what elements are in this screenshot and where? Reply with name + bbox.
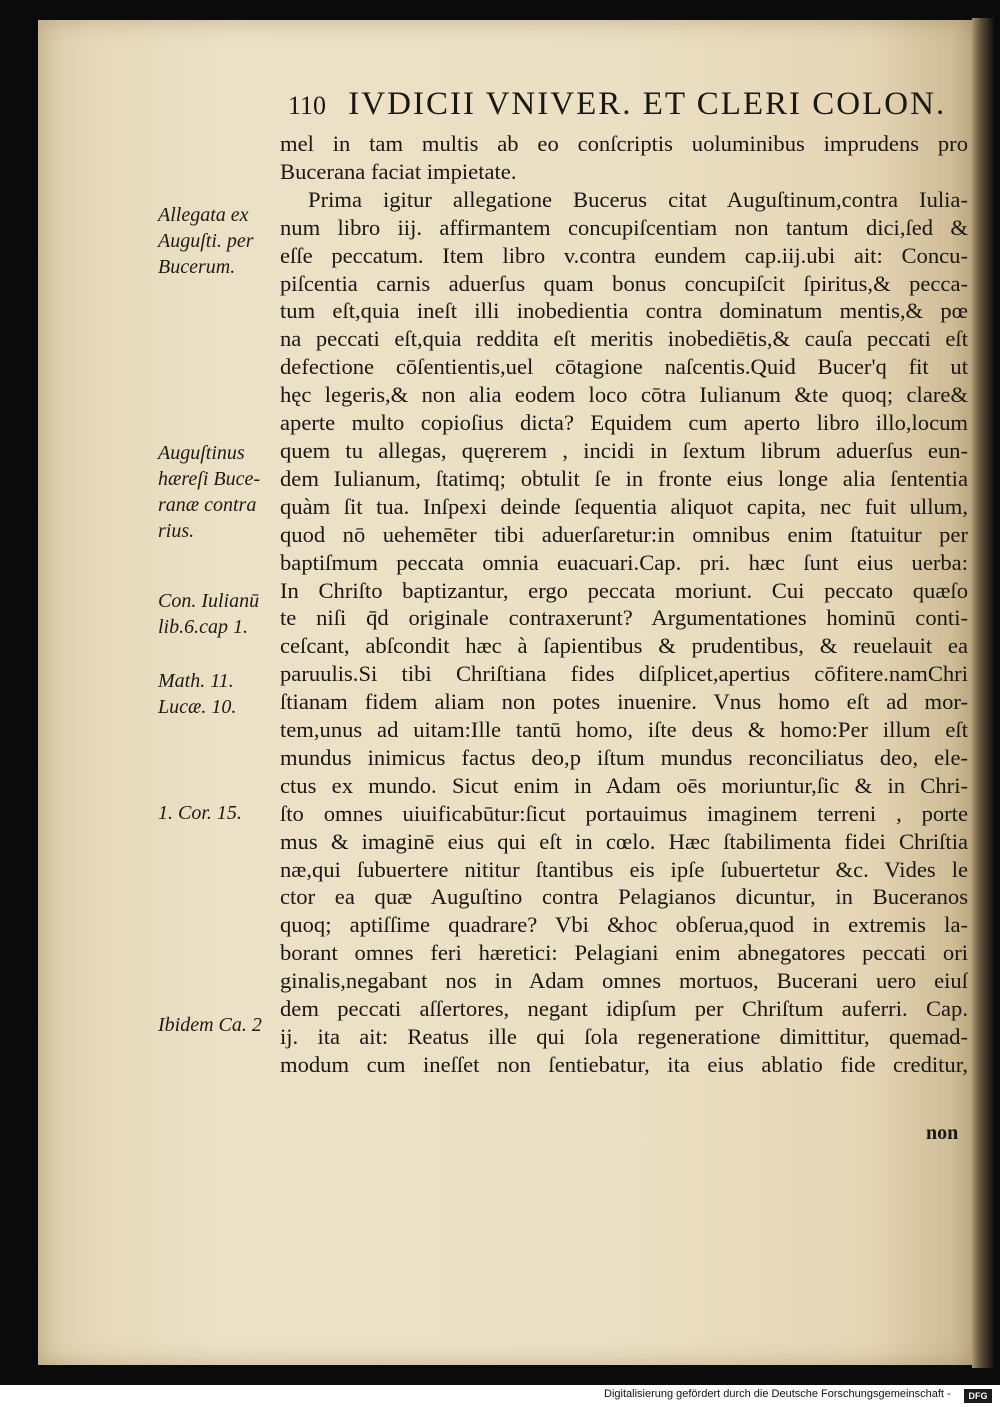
text-line: ctus ex mundo. Sicut enim in Adam oēs moriuntur,ſic & in Chri- [280,772,968,798]
margin-note: Math. 11. Lucæ. 10. [158,670,237,718]
catchword: non [926,1122,959,1144]
text-line: ceſcant, abſcondit hæc à ſapientibus & prudentibus, & reuelauit ea [280,633,968,659]
text-line: In Chriſto baptizantur, ergo peccata moriunt. Cui peccato quæſo [280,577,968,603]
text-line: mel in tam multis ab eo conſcriptis uoluminibus imprudens pro [280,131,968,156]
text-line: Prima igitur allegatione Bucerus citat Auguſtinum,contra Iulia- [308,186,968,212]
text-line: defectione cōſentientis,uel cōtagione naſcentis.Quid Bucer'q fit ut [280,354,968,380]
dfg-logo: DFG [964,1389,992,1403]
text-line: baptiſmum peccata omnia euacuari.Cap. pri. hæc ſunt eius uerba: [280,549,968,575]
text-line: eſſe peccatum. Item libro v.contra eundem cap.iij.ubi ait: Concu- [280,242,968,268]
text-line: hęc legeris,& non alia eodem loco cōtra Iulianum &te quoq; clare& [280,382,968,408]
margin-note: Auguſtinus hæreſi Buce- ranæ contra rius. [158,442,261,542]
margin-note: Allegata ex Auguſti. per Bucerum. [158,204,254,278]
text-line: quem tu allegas, quęrerem , incidi in ſextum librum aduerſus eun- [280,437,968,463]
text-line: mus & imaginē eius qui eſt in cœlo. Hæc ſtabilimenta fidei Chriſtia [280,828,968,854]
text-line: paruulis.Si tibi Chriſtiana fides diſplicet,apertius cōfitere.namChri [280,661,968,687]
footer-credit: Digitalisierung gefördert durch die Deutsche Forschungsgemeinschaft - [604,1388,951,1400]
text-line: tum eſt,quia ineſt illi inobedientia contra dominatum mentis,& pœ [280,298,968,324]
text-line: næ,qui ſubuertere nititur ſtantibus eis ipſe ſubuertetur &c. Vides le [280,856,968,882]
text-line: modum cum ineſſet non ſentiebatur, ita eius ablatio fide creditur, [280,1051,968,1077]
text-line: ſtianam fidem aliam non potes inuenire. Vnus homo eſt ad mor- [280,689,968,715]
page-number: 110 [288,91,327,120]
margin-note: 1. Cor. 15. [158,802,242,824]
running-head [288,86,968,123]
text-line: dem peccati aſſertores, negant idipſum per Chriſtum auferri. Cap. [280,996,968,1022]
margin-note: Con. Iulianū lib.6.cap 1. [158,590,260,638]
text-line: dem Iulianum, ſtatimq; obtulit ſe in fronte eius longe alia ſententia [280,465,968,491]
text-line: ginalis,negabant nos in Adam omnes mortuos, Bucerani uero eiuſ [280,968,968,994]
text-line: aperte multo copioſius dicta? Equidem cum aperto libro illo,locum [280,410,968,436]
text-line: na peccati eſt,quia reddita eſt meritis inobediētis,& cauſa peccati eſt [280,326,968,352]
running-title: IVDICII VNIVER. ET CLERI COLON. [348,86,947,122]
text-line: quod nō uehemēter tibi aduerſaretur:in omnibus enim ſtatuitur per [280,521,968,547]
text-line: tem,unus ad uitam:Ille tantū homo, iſte deus & homo:Per illum eſt [280,717,968,743]
text-line: quoq; aptiſſime quadrare? Vbi &hoc obſerua,quod in extremis la- [280,912,968,938]
book-edge-shadow [972,18,994,1368]
text-line: te niſi q̄d originale contraxerunt? Argumentationes hominū conti- [280,605,968,631]
text-line: borant omnes feri hæretici: Pelagiani enim abnegatores peccati ori [280,940,968,966]
text-line: ctor ea quæ Auguſtino contra Pelagianos dicuntur, in Buceranos [280,884,968,910]
margin-note: Ibidem Ca. 2 [158,1014,262,1036]
text-line: ij. ita ait: Reatus ille qui ſola regeneratione dimittitur, quemad- [280,1024,968,1049]
text-line: piſcentia carnis aduerſus quam bonus concupiſcit ſpiritus,& pecca- [280,270,968,296]
text-line: num libro iij. affirmantem concupiſcentiam non tantum dici,ſed & [280,214,968,240]
text-line: mundus inimicus factus deo,p iſtum mundus reconciliatus deo, ele- [280,744,968,770]
text-line: ſto omnes uiuificabūtur:ſicut portauimus imaginem terreni , porte [280,800,968,826]
text-line: quàm ſit tua. Inſpexi deinde ſequentia aliquot capita, nec fuit ullum, [280,493,968,519]
body-text [280,130,968,1079]
text-line: Bucerana faciat impietate. [280,158,517,184]
